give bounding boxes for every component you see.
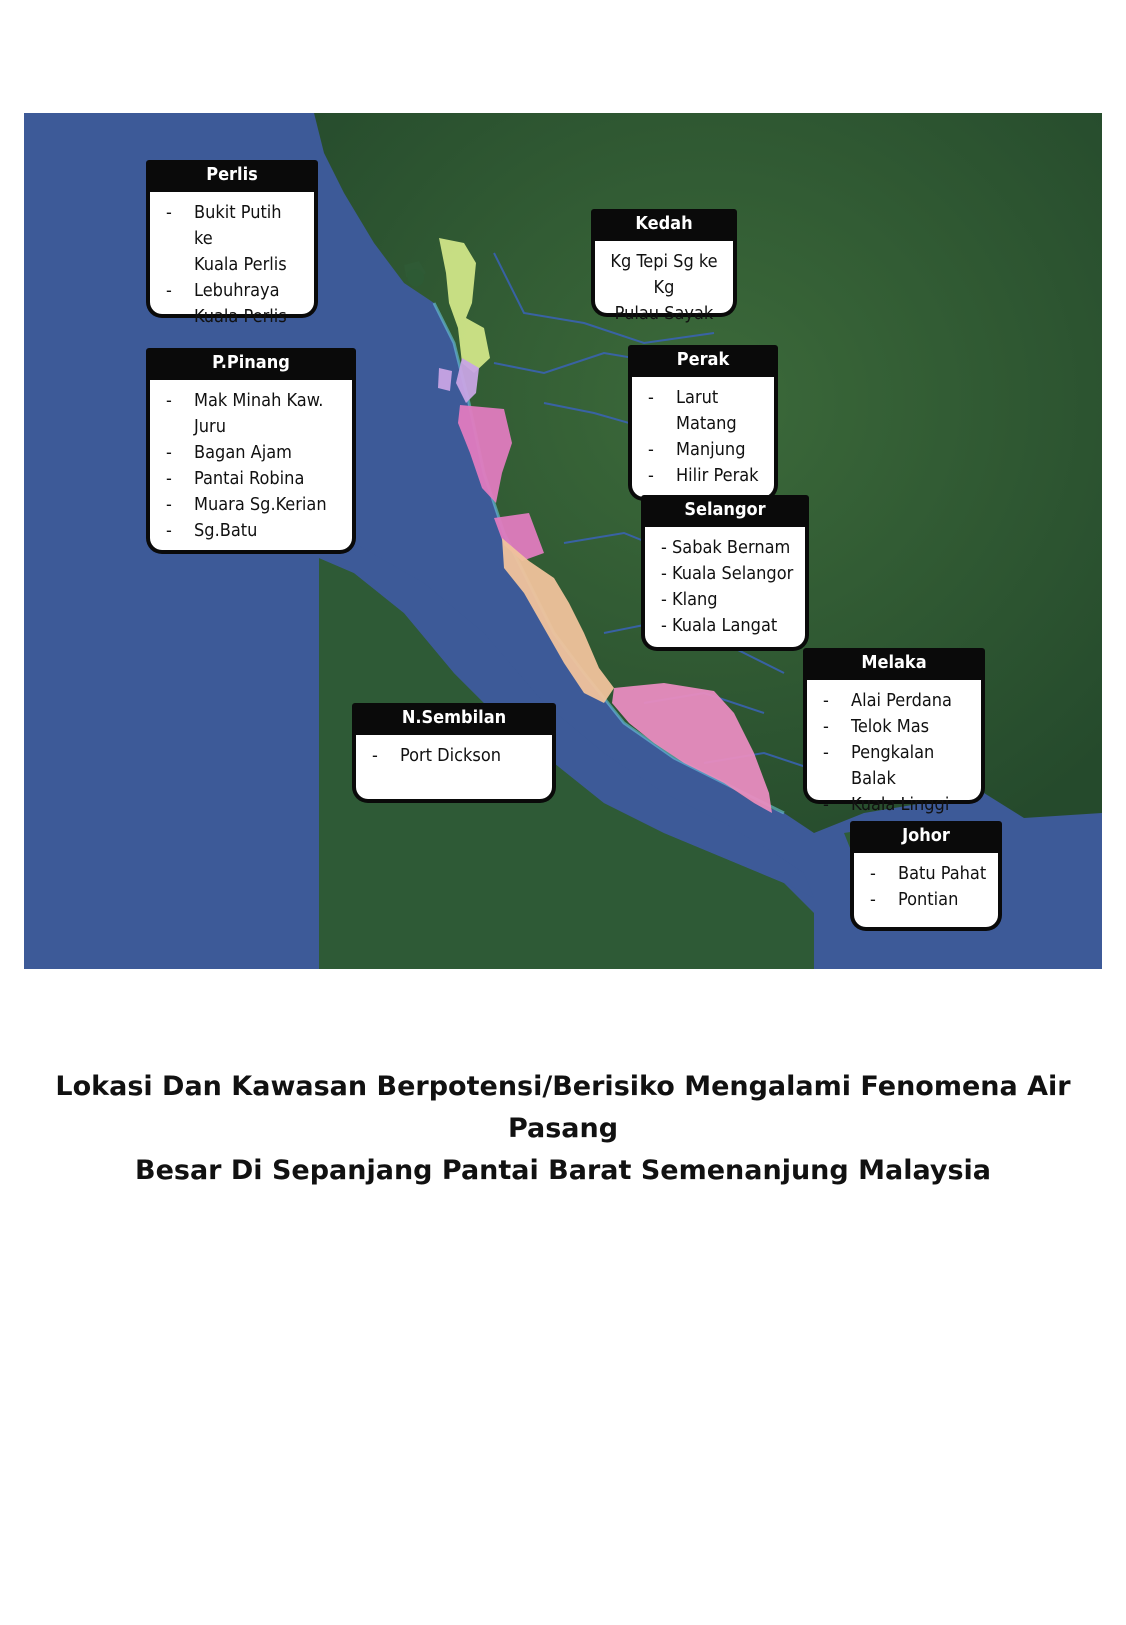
label-item: Kg Tepi Sg ke Kg <box>610 251 718 298</box>
label-title: Perlis <box>146 160 318 190</box>
label-item: - Manjung <box>648 437 764 463</box>
label-body <box>803 678 985 815</box>
label-item: Pulau Sayak <box>614 303 714 324</box>
label-kedah <box>591 209 737 324</box>
label-item: Kuala Perlis <box>194 254 287 275</box>
coastal-risk-map <box>24 113 1102 969</box>
map-caption <box>0 1066 1126 1192</box>
label-item: - Pontian <box>870 887 988 913</box>
label-item: Kuala Perlis <box>194 306 287 327</box>
label-item: - Kuala Selangor <box>661 561 795 587</box>
label-item: - Alai Perdana <box>823 688 971 714</box>
label-item: - Mak Minah Kaw. <box>166 388 342 414</box>
label-title: Selangor <box>641 495 809 525</box>
label-selangor <box>641 495 809 651</box>
label-item: - Bagan Ajam <box>166 440 342 466</box>
label-perlis <box>146 160 318 327</box>
label-body <box>352 733 556 803</box>
label-item: - Sg.Batu <box>166 518 342 544</box>
label-pinang <box>146 348 356 554</box>
label-item: Matang <box>676 413 737 434</box>
label-item: - Hilir Perak <box>648 463 764 489</box>
label-body <box>641 525 809 651</box>
label-item: - Port Dickson <box>372 743 542 769</box>
label-nsembilan <box>352 703 556 803</box>
label-item: - Kuala Langat <box>661 613 795 639</box>
label-melaka <box>803 648 985 815</box>
label-body <box>850 851 1002 931</box>
label-title: P.Pinang <box>146 348 356 378</box>
label-title: N.Sembilan <box>352 703 556 733</box>
label-body <box>591 239 737 324</box>
label-title: Perak <box>628 345 778 375</box>
label-item: - Klang <box>661 587 795 613</box>
label-item: - Larut <box>648 385 764 411</box>
label-body <box>146 378 356 554</box>
label-item: - Telok Mas <box>823 714 971 740</box>
label-title: Kedah <box>591 209 737 239</box>
zone-pinang-2 <box>438 368 452 391</box>
label-body <box>628 375 778 501</box>
label-body <box>146 190 318 327</box>
label-item: - Pengkalan Balak <box>823 740 971 792</box>
label-item: - Batu Pahat <box>870 861 988 887</box>
label-item: - Bukit Putih ke <box>166 200 304 252</box>
label-title: Melaka <box>803 648 985 678</box>
label-item: Juru <box>194 416 226 437</box>
label-item: - Pantai Robina <box>166 466 342 492</box>
label-title: Johor <box>850 821 1002 851</box>
label-item: - Lebuhraya <box>166 278 304 304</box>
caption-line-1: Lokasi Dan Kawasan Berpotensi/Berisiko Mengalami Fenomena Air Pasang <box>55 1071 1071 1144</box>
label-johor <box>850 821 1002 931</box>
caption-line-2: Besar Di Sepanjang Pantai Barat Semenanjung Malaysia <box>134 1155 991 1186</box>
label-item: - Muara Sg.Kerian <box>166 492 342 518</box>
label-perak <box>628 345 778 501</box>
label-item: - Sabak Bernam <box>661 535 795 561</box>
label-item: - Kuala Linggi <box>823 792 971 818</box>
